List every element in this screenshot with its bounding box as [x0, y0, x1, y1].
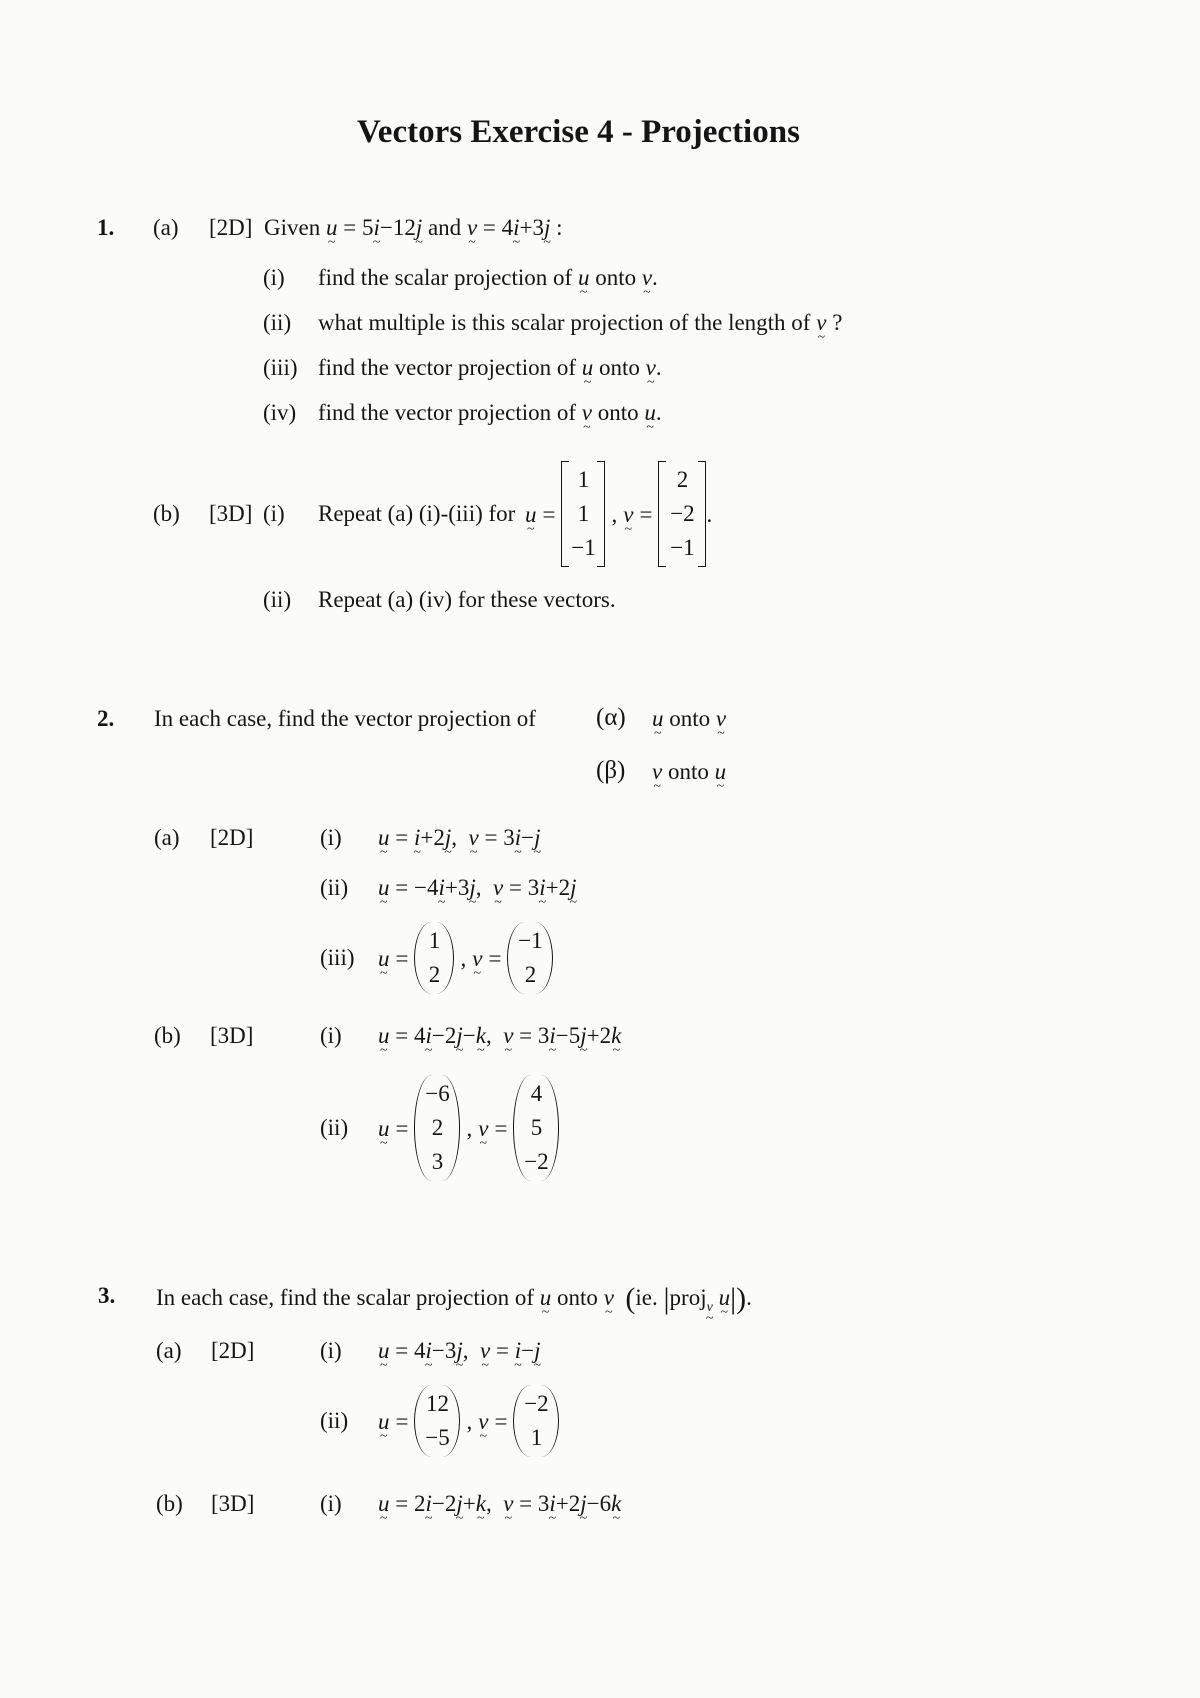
q1a-dim: [2D]	[209, 215, 253, 240]
unit-vector-i: i ~	[414, 826, 420, 849]
q3a-ii-expr	[378, 1383, 559, 1459]
matrix-entry: −2	[524, 1149, 549, 1174]
number: 2	[413, 1491, 426, 1516]
unit-vector-j: j ~	[416, 216, 422, 239]
text: what multiple is this scalar projection of the length of	[318, 310, 811, 335]
unit-vector-j: j ~	[456, 1492, 462, 1515]
q2-beta-text	[652, 760, 726, 783]
q2b-dim: [3D]	[210, 1023, 254, 1048]
number: 4	[413, 1338, 426, 1363]
q2-intro: In each case, find the vector projection of	[154, 706, 536, 731]
number: 4	[413, 1023, 426, 1048]
vector-u: u ~	[378, 947, 390, 970]
vector-u: u ~	[540, 1286, 552, 1309]
matrix-entry: 2	[524, 962, 537, 987]
matrix-entry: 1	[428, 928, 441, 953]
q3b-label: (b)	[156, 1491, 183, 1516]
unit-vector-j: j ~	[580, 1492, 586, 1515]
vector-u: u ~	[578, 266, 590, 289]
vector-u: u ~	[378, 1024, 390, 1047]
comma: ,	[485, 1491, 492, 1516]
vector-v: v ~	[652, 760, 662, 783]
matrix-entry: −2	[524, 1391, 549, 1416]
given-word: Given	[264, 215, 321, 240]
comma: ,	[460, 945, 467, 971]
column-vector-u	[414, 922, 454, 994]
vector-v: v ~	[493, 876, 503, 899]
comma: ,	[466, 1408, 473, 1434]
unit-vector-j: j ~	[534, 826, 540, 849]
minus-sign: −	[521, 1338, 535, 1363]
q2-alpha-text	[652, 707, 726, 730]
equals-sign: =	[508, 875, 522, 900]
ie-text: ie.	[635, 1285, 658, 1310]
q1a-given-line: Given u ~ = 5i ~−12j ~ and v ~ = 4i ~+3j ~ :	[264, 216, 563, 239]
number: 2	[599, 1023, 612, 1048]
q2a-dim: [2D]	[210, 825, 254, 850]
q1-iii-text	[318, 356, 662, 379]
equals-sign: =	[542, 501, 556, 527]
vector-v: v ~	[478, 1117, 488, 1140]
column-vector-v	[658, 461, 706, 567]
plus-sign: +	[519, 215, 533, 240]
minus-sign: −	[586, 1491, 600, 1516]
q2b-label: (b)	[154, 1023, 181, 1048]
unit-vector-i: i ~	[513, 216, 519, 239]
minus-sign: −	[431, 1023, 445, 1048]
proj-text: proj	[669, 1285, 707, 1310]
q1-iv-label: (iv)	[263, 400, 297, 425]
equals-sign: =	[519, 1023, 533, 1048]
equals-sign: =	[519, 1491, 533, 1516]
plus-sign: +	[444, 875, 458, 900]
q2b-i-expr	[378, 1024, 621, 1047]
q1b-label: (b)	[153, 501, 180, 526]
q3-number: 3.	[98, 1283, 116, 1308]
vector-v-subscript: $_v$ ~	[707, 1301, 713, 1315]
unit-vector-j: j ~	[534, 1339, 540, 1362]
period: .	[746, 1285, 752, 1310]
page-title: Vectors Exercise 4 - Projections	[357, 114, 800, 150]
vector-v: v ~	[642, 266, 652, 289]
q2a-i-label: (i)	[320, 825, 342, 850]
equals-sign: =	[482, 215, 496, 240]
equals-sign: =	[494, 1408, 508, 1434]
unit-vector-j: j ~	[544, 216, 550, 239]
unit-vector-j: j ~	[570, 876, 576, 899]
q2a-ii-expr	[378, 876, 576, 899]
q1-iv-text	[318, 401, 662, 424]
matrix-entry: 12	[425, 1391, 449, 1416]
unit-vector-k: k ~	[476, 1024, 486, 1047]
q1-ii-label: (ii)	[263, 310, 292, 335]
number: 4	[501, 215, 514, 240]
unit-vector-i: i ~	[425, 1492, 431, 1515]
period: .	[655, 400, 662, 425]
vector-u: u ~	[378, 1410, 390, 1433]
vector-v: v ~	[467, 216, 477, 239]
q1b-ii-text: Repeat (a) (iv) for these vectors.	[318, 587, 616, 612]
unit-vector-j: j ~	[456, 1339, 462, 1362]
q3a-ii-label: (ii)	[320, 1408, 349, 1433]
comma: ,	[485, 1023, 492, 1048]
period: .	[655, 355, 662, 380]
comma: ,	[475, 875, 482, 900]
equals-sign: =	[495, 1338, 509, 1363]
number: 6	[599, 1491, 612, 1516]
column-vector-v	[507, 922, 553, 994]
minus-sign: −	[431, 1491, 445, 1516]
matrix-entry: −1	[518, 928, 543, 953]
q1-i-text	[318, 266, 658, 289]
q3b-i-label: (i)	[320, 1491, 342, 1516]
equals-sign: =	[343, 215, 357, 240]
onto-word: onto	[599, 355, 640, 380]
unit-vector-j: j ~	[456, 1024, 462, 1047]
vector-v: v ~	[503, 1492, 513, 1515]
text: find the vector projection of	[318, 400, 577, 425]
unit-vector-k: k ~	[611, 1492, 621, 1515]
unit-vector-i: i ~	[549, 1492, 555, 1515]
vector-u: u ~	[378, 826, 390, 849]
vector-u: u ~	[378, 876, 390, 899]
onto-word: onto	[667, 759, 709, 784]
matrix-entry: 1	[577, 501, 590, 526]
unit-vector-k: k ~	[476, 1492, 486, 1515]
q3a-i-label: (i)	[320, 1338, 342, 1363]
vector-v: v ~	[623, 503, 633, 526]
number: 2	[558, 875, 571, 900]
vector-v: v ~	[478, 1410, 488, 1433]
q1b-ii-label: (ii)	[263, 587, 292, 612]
q2b-ii-label: (ii)	[320, 1115, 349, 1140]
number: 2	[444, 1491, 457, 1516]
number: 3	[527, 875, 540, 900]
matrix-entry: −1	[670, 535, 695, 560]
onto-word: onto	[669, 706, 711, 731]
unit-vector-j: j ~	[469, 876, 475, 899]
q3a-i-expr	[378, 1339, 540, 1362]
vector-v: v ~	[469, 826, 479, 849]
number: 3	[532, 215, 545, 240]
vector-v: v ~	[604, 1286, 614, 1309]
unit-vector-i: i ~	[438, 876, 444, 899]
equals-sign: =	[395, 1491, 409, 1516]
q1-number: 1.	[97, 215, 115, 240]
vector-u: u ~	[378, 1117, 390, 1140]
column-vector-u	[561, 461, 605, 567]
number: 12	[392, 215, 416, 240]
column-vector-v	[513, 1075, 559, 1181]
q1-ii-text	[318, 311, 842, 334]
unit-vector-j: j ~	[580, 1024, 586, 1047]
q1b-matrices	[525, 462, 712, 566]
equals-sign: =	[488, 945, 502, 971]
vector-u: u ~	[644, 401, 656, 424]
q3b-dim: [3D]	[211, 1491, 255, 1516]
q2a-label: (a)	[154, 825, 180, 850]
number: 4	[426, 875, 439, 900]
minus-sign: −	[521, 825, 535, 850]
vector-u: u ~	[326, 216, 338, 239]
comma: ,	[611, 501, 618, 527]
equals-sign: =	[395, 875, 409, 900]
q3a-dim: [2D]	[211, 1338, 255, 1363]
onto-word: onto	[597, 400, 639, 425]
vector-v: v ~	[480, 1339, 490, 1362]
text: In each case, find the scalar projection of	[156, 1285, 535, 1310]
q2-alpha-label: (α)	[596, 704, 626, 731]
equals-sign: =	[639, 501, 653, 527]
q1-iii-label: (iii)	[263, 355, 298, 380]
onto-word: onto	[595, 265, 637, 290]
equals-sign: =	[395, 1408, 409, 1434]
number: 3	[444, 1338, 457, 1363]
matrix-entry: 2	[428, 962, 441, 987]
equals-sign: =	[395, 1338, 409, 1363]
comma: ,	[451, 825, 457, 850]
column-vector-u	[414, 1075, 460, 1181]
matrix-entry: 2	[431, 1115, 444, 1140]
q2a-i-expr: u ~ = i ~+2j ~, v ~ = 3i ~−j ~	[378, 826, 540, 849]
text: find the vector projection of	[318, 355, 577, 380]
q3b-i-expr	[378, 1492, 621, 1515]
q1a-label: (a)	[153, 215, 179, 240]
text: find the scalar projection of	[318, 265, 573, 290]
q2a-iii-expr	[378, 920, 553, 996]
unit-vector-i: i ~	[515, 826, 521, 849]
number: 3	[457, 875, 470, 900]
minus-sign: −	[431, 1338, 445, 1363]
q2a-iii-label: (iii)	[320, 945, 355, 970]
period: .	[706, 501, 713, 527]
q2a-ii-label: (ii)	[320, 875, 349, 900]
vector-v: v ~	[472, 947, 482, 970]
unit-vector-k: k ~	[611, 1024, 621, 1047]
matrix-entry: 2	[676, 467, 689, 492]
matrix-entry: 4	[530, 1081, 543, 1106]
vector-u: u ~	[715, 760, 727, 783]
number: 5	[568, 1023, 581, 1048]
q3-intro-line: In each case, find the scalar projection of u ~ onto v ~ (ie. |proj$_v$ ~ u ~|).	[156, 1284, 752, 1315]
vector-u: u ~	[378, 1339, 390, 1362]
vector-u: u ~	[652, 707, 664, 730]
number: 3	[537, 1491, 550, 1516]
equals-sign: =	[395, 945, 409, 971]
minus-sign: −	[379, 215, 393, 240]
vector-v: v ~	[503, 1024, 513, 1047]
plus-sign: +	[586, 1023, 600, 1048]
onto-word: onto	[557, 1285, 598, 1310]
number: 5	[361, 215, 374, 240]
column-vector-v	[513, 1385, 559, 1457]
period: .	[652, 265, 658, 290]
q1b-dim: [3D]	[209, 501, 253, 526]
unit-vector-i: i ~	[425, 1024, 431, 1047]
matrix-entry: −2	[670, 501, 695, 526]
q2-number: 2.	[97, 706, 115, 731]
number: 2	[568, 1491, 581, 1516]
minus-sign: −	[555, 1023, 569, 1048]
question-mark: ?	[832, 310, 843, 335]
equals-sign: =	[395, 825, 409, 850]
plus-sign: +	[420, 825, 434, 850]
unit-vector-i: i ~	[425, 1339, 431, 1362]
number: 2	[444, 1023, 457, 1048]
and-word: and	[427, 215, 462, 240]
vector-v: v ~	[716, 707, 726, 730]
unit-vector-j: j ~	[445, 826, 451, 849]
column-vector-u	[414, 1385, 460, 1457]
vector-u: u ~	[378, 1492, 390, 1515]
matrix-entry: 1	[577, 467, 590, 492]
unit-vector-i: i ~	[373, 216, 379, 239]
q2b-i-label: (i)	[320, 1023, 342, 1048]
matrix-entry: −5	[425, 1425, 450, 1450]
q1b-i-text: Repeat (a) (i)-(iii) for	[318, 501, 516, 526]
plus-sign: +	[462, 1491, 476, 1516]
matrix-entry: 1	[530, 1425, 543, 1450]
matrix-entry: 5	[530, 1115, 543, 1140]
q2b-ii-expr	[378, 1076, 559, 1180]
q1-i-label: (i)	[263, 265, 285, 290]
plus-sign: +	[555, 1491, 569, 1516]
q2-beta-label: (β)	[596, 757, 626, 784]
vector-u: u ~	[525, 503, 537, 526]
unit-vector-i: i ~	[549, 1024, 555, 1047]
comma: ,	[466, 1115, 473, 1141]
matrix-entry: −1	[571, 535, 596, 560]
matrix-entry: −6	[425, 1081, 450, 1106]
q1b-i-label: (i)	[263, 501, 285, 526]
minus-sign: −	[413, 875, 427, 900]
equals-sign: =	[395, 1023, 409, 1048]
vector-u: u ~	[582, 356, 594, 379]
vector-v: v ~	[816, 311, 826, 334]
matrix-entry: 3	[431, 1149, 444, 1174]
q3a-label: (a)	[156, 1338, 182, 1363]
vector-v: v ~	[646, 356, 656, 379]
comma: ,	[462, 1338, 469, 1363]
unit-vector-i: i ~	[539, 876, 545, 899]
equals-sign: =	[494, 1115, 508, 1141]
equals-sign: =	[395, 1115, 409, 1141]
plus-sign: +	[545, 875, 559, 900]
number: 3	[503, 825, 515, 850]
minus-sign: −	[462, 1023, 476, 1048]
equals-sign: =	[484, 825, 498, 850]
unit-vector-i: i ~	[515, 1339, 521, 1362]
vector-v: v ~	[582, 401, 592, 424]
number: 3	[537, 1023, 550, 1048]
vector-u: u ~	[719, 1286, 731, 1309]
